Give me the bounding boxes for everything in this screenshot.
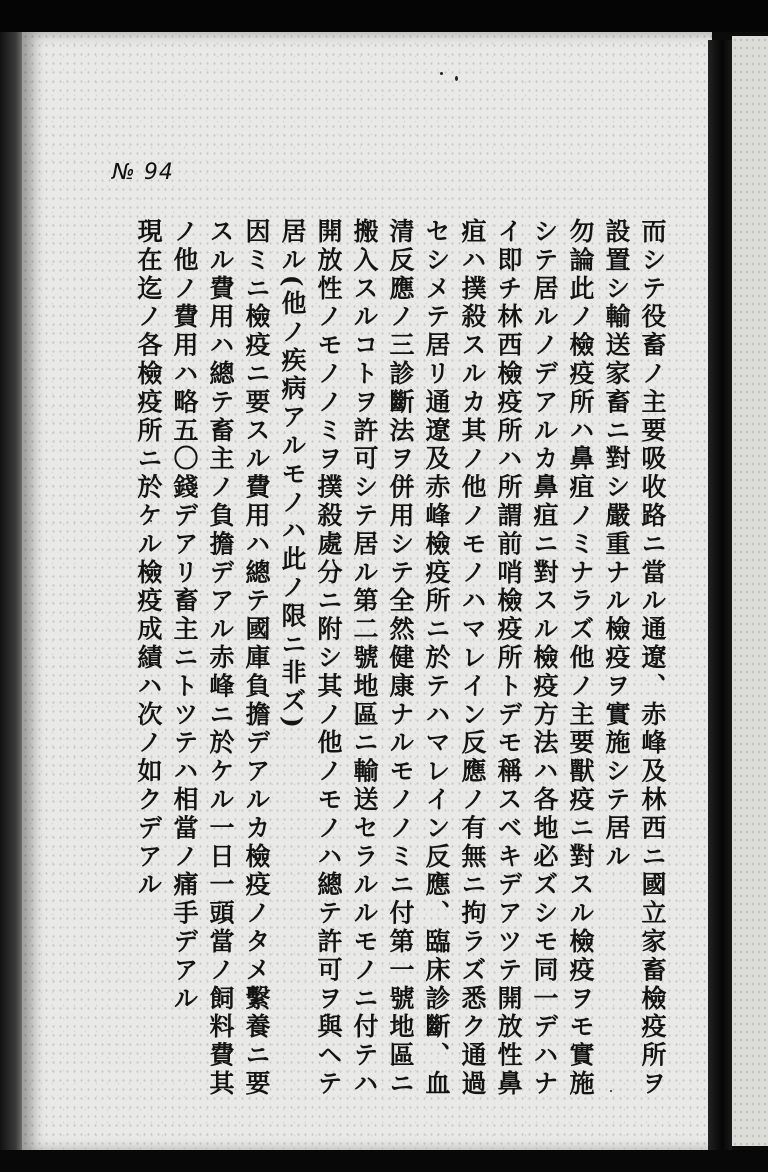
text-column: スル費用ハ總テ畜主ノ負擔デアル赤峰ニ於ケル一日一頭當ノ飼料費其 bbox=[206, 218, 235, 1099]
text-column: 現在迄ノ各檢疫所ニ於ケル檢疫成績ハ次ノ如クデアル bbox=[134, 218, 163, 900]
text-column: 而シテ役畜ノ主要吸收路ニ當ル通遼、赤峰及林西ニ國立家畜檢疫所ヲ bbox=[638, 218, 667, 1099]
ink-speck bbox=[440, 72, 443, 75]
page-number: № 94 bbox=[112, 160, 174, 185]
text-column: 勿論此ノ檢疫所ハ鼻疽ノミナラズ他ノ主要獸疫ニ對スル檢疫ヲモ實施 bbox=[566, 218, 595, 1099]
text-column: セシメテ居リ通遼及赤峰檢疫所ニ於テハマレイン反應、臨床診斷、血 bbox=[422, 218, 451, 1099]
book-binding-gutter bbox=[708, 40, 732, 1150]
text-column: ノ他ノ費用ハ略五〇錢デアリ畜主ニトツテハ相當ノ痛手デアル bbox=[170, 218, 199, 1014]
text-column: 設置シ輸送家畜ニ對シ嚴重ナル檢疫ヲ實施シテ居ル bbox=[602, 218, 631, 872]
scan-bottom-border bbox=[0, 1150, 768, 1172]
ink-speck bbox=[610, 1090, 612, 1092]
vertical-text-block bbox=[134, 218, 670, 1099]
text-column: シテ居ルノデアルカ鼻疽ニ對スル檢疫方法ハ各地必ズシモ同一デハナ bbox=[530, 218, 559, 1099]
text-column: イ即チ林西檢疫所ハ所謂前哨檢疫所トデモ稱スベキデアツテ開放性鼻 bbox=[494, 218, 523, 1099]
facing-page-edge bbox=[732, 36, 768, 1146]
text-column: 疽ハ撲殺スルカ其ノ他ノモノハマレイン反應ノ有無ニ拘ラズ悉ク通過 bbox=[458, 218, 487, 1099]
text-column: 因ミニ檢疫ニ要スル費用ハ總テ國庫負擔デアルカ檢疫ノタメ繫養ニ要 bbox=[242, 218, 271, 1099]
scan-top-border bbox=[0, 0, 768, 32]
text-column: 搬入スルコトヲ許可シテ居ル第二號地區ニ輸送セラルルモノニ付テハ bbox=[350, 218, 379, 1099]
text-column: 開放性ノモノノミヲ撲殺處分ニ附シ其ノ他ノモノハ總テ許可ヲ與ヘテ bbox=[314, 218, 343, 1099]
text-column: 居ル(他ノ疾病アルモノハ此ノ限ニ非ズ) bbox=[278, 218, 307, 732]
text-column: 清反應ノ三診斷法ヲ併用シテ全然健康ナルモノノミニ付第一號地區ニ bbox=[386, 218, 415, 1099]
ink-speck bbox=[455, 76, 458, 81]
